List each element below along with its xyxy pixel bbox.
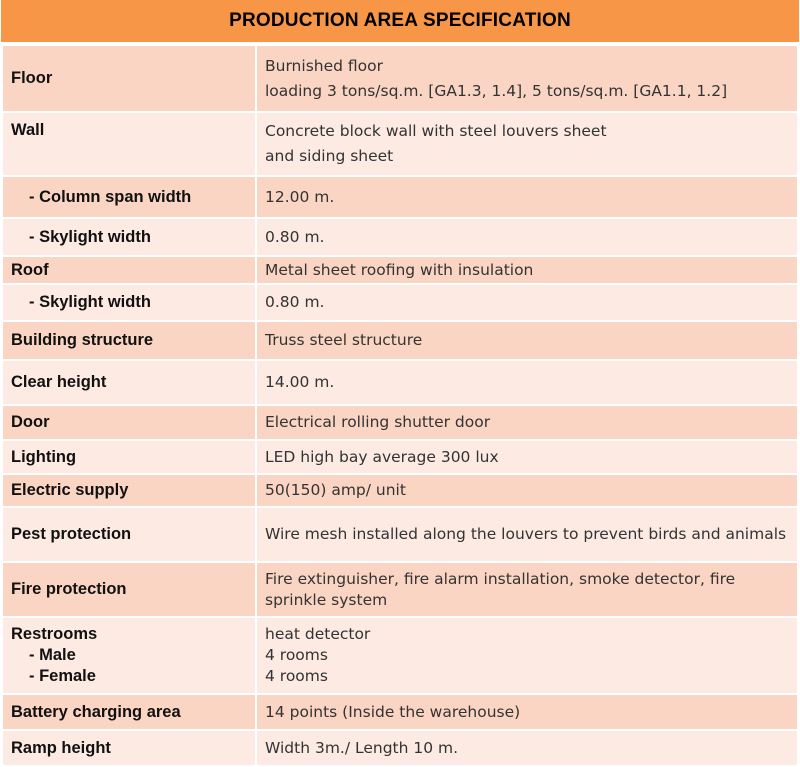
row-label <box>2 617 256 694</box>
row-value: Wire mesh installed along the louvers to prevent birds and animals <box>256 507 798 562</box>
row-label: Battery charging area <box>2 694 256 730</box>
row-label: Pest protection <box>2 507 256 562</box>
table-row <box>2 45 798 112</box>
row-label: - Skylight width <box>2 218 256 256</box>
row-value: Truss steel structure <box>256 321 798 360</box>
row-value: Fire extinguisher, fire alarm installation, smoke detector, fire sprinkle system <box>256 562 798 617</box>
table-row <box>2 405 798 440</box>
table-row <box>2 507 798 562</box>
table-row <box>2 321 798 360</box>
female-label: - Female <box>29 667 96 685</box>
row-value: Electrical rolling shutter door <box>256 405 798 440</box>
table-row <box>2 112 798 176</box>
male-label: - Male <box>29 646 76 664</box>
row-value: heat detector 4 rooms 4 rooms <box>256 617 798 694</box>
table-row <box>2 694 798 730</box>
row-label: Lighting <box>2 440 256 474</box>
table-row <box>2 284 798 321</box>
spec-table <box>1 44 799 767</box>
table-row <box>2 218 798 256</box>
table-row <box>2 176 798 218</box>
row-label: Ramp height <box>2 730 256 766</box>
row-label: - Column span width <box>2 176 256 218</box>
row-value: Metal sheet roofing with insulation <box>256 256 798 284</box>
row-value: Burnished floor loading 3 tons/sq.m. [GA1.3, 1.4], 5 tons/sq.m. [GA1.1, 1.2] <box>256 45 798 112</box>
table-row <box>2 617 798 694</box>
row-value: 50(150) amp/ unit <box>256 474 798 507</box>
table-row <box>2 440 798 474</box>
row-value: LED high bay average 300 lux <box>256 440 798 474</box>
row-label: Roof <box>2 256 256 284</box>
restrooms-label: Restrooms <box>11 625 98 643</box>
row-label: Door <box>2 405 256 440</box>
row-label: Floor <box>2 45 256 112</box>
row-value: Width 3m./ Length 10 m. <box>256 730 798 766</box>
row-value: 0.80 m. <box>256 218 798 256</box>
table-row <box>2 360 798 405</box>
table-row <box>2 474 798 507</box>
row-value: 14 points (Inside the warehouse) <box>256 694 798 730</box>
table-row <box>2 562 798 617</box>
spec-sheet <box>1 0 799 767</box>
table-row <box>2 256 798 284</box>
row-value: 0.80 m. <box>256 284 798 321</box>
table-row <box>2 730 798 766</box>
row-label: Building structure <box>2 321 256 360</box>
row-value: 14.00 m. <box>256 360 798 405</box>
row-label: - Skylight width <box>2 284 256 321</box>
row-label: Wall <box>2 112 256 176</box>
row-label: Electric supply <box>2 474 256 507</box>
row-label: Fire protection <box>2 562 256 617</box>
row-value: 12.00 m. <box>256 176 798 218</box>
row-label: Clear height <box>2 360 256 405</box>
row-value: Concrete block wall with steel louvers sheet and siding sheet <box>256 112 798 176</box>
page-title: PRODUCTION AREA SPECIFICATION <box>1 0 799 44</box>
